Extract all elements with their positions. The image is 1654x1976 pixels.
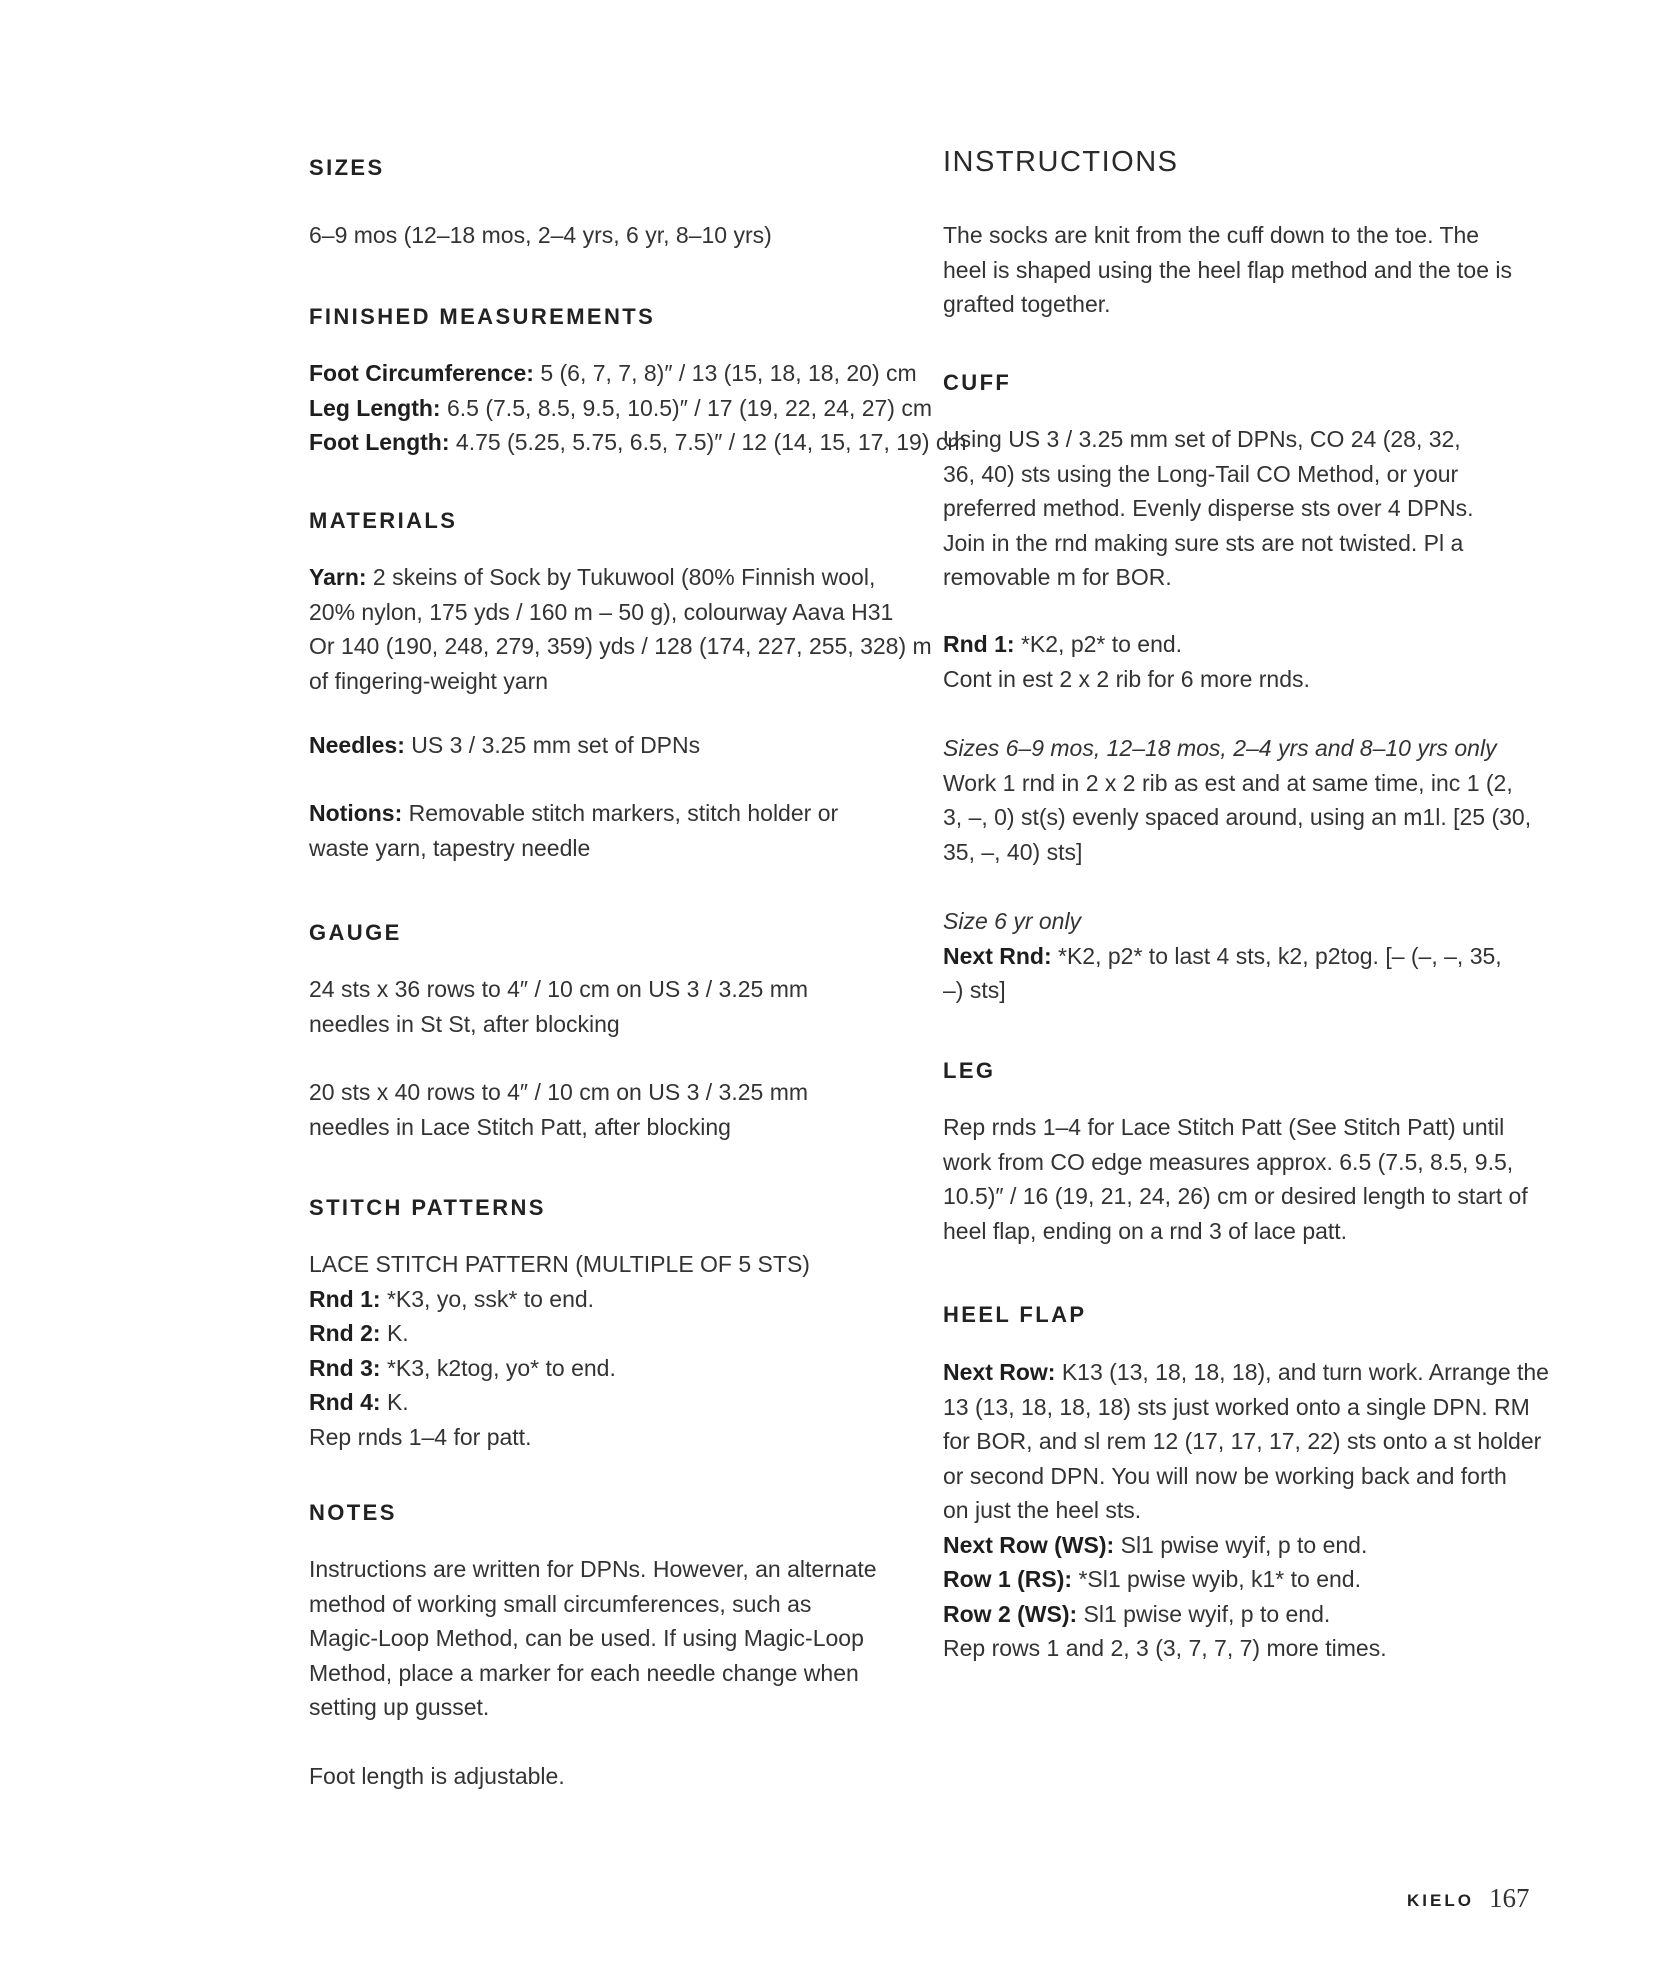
footer-pattern-name: KIELO (1407, 1891, 1474, 1910)
yarn-line: of fingering-weight yarn (309, 667, 549, 694)
intro-line: grafted together. (943, 291, 1111, 317)
label: Rnd 2: (309, 1320, 381, 1346)
notions-line (309, 796, 838, 831)
rnd-line (309, 1385, 810, 1420)
heel-line (943, 1597, 1549, 1632)
rep-line: Rep rnds 1–4 for patt. (309, 1423, 532, 1450)
label: Rnd 1: (943, 631, 1015, 657)
notes-line: setting up gusset. (309, 1694, 490, 1720)
value: K. (380, 1320, 409, 1346)
gauge-line: needles in Lace Stitch Patt, after blocking (309, 1113, 731, 1140)
value: 5 (6, 7, 7, 8)″ / 13 (15, 18, 18, 20) cm (533, 360, 917, 386)
page-number: 167 (1489, 1883, 1530, 1913)
notes-line: Foot length is adjustable. (309, 1763, 565, 1789)
heel-line: on just the heel sts. (943, 1497, 1142, 1523)
value: Sl1 pwise wyif, p to end. (1077, 1600, 1331, 1627)
sizes-line: Work 1 rnd in 2 x 2 rib as est and at same time, inc 1 (2, (943, 769, 1513, 796)
leg-line: heel flap, ending on a rnd 3 of lace patt. (943, 1217, 1348, 1244)
stitch-patterns-heading: STITCH PATTERNS (309, 1195, 546, 1220)
leg-length-line (309, 391, 967, 426)
label: Rnd 1: (309, 1285, 381, 1312)
value: *K3, yo, ssk* to end. (380, 1285, 595, 1312)
sizes-text (309, 218, 772, 253)
notes-heading: NOTES (309, 1500, 397, 1525)
label: Next Row (WS): (943, 1531, 1115, 1558)
rnd-line (943, 627, 1310, 662)
label: Next Row: (943, 1359, 1056, 1385)
cuff-heading: CUFF (943, 370, 1012, 395)
cuff-size-6 (943, 904, 1502, 1008)
leg-heading: LEG (943, 1058, 996, 1083)
value: *K2, p2* to last 4 sts, k2, p2tog. [– (–, –, 35, (1051, 942, 1502, 969)
rnd-line (309, 1282, 810, 1317)
gauge-line: 20 sts x 40 rows to 4″ / 10 cm on US 3 / 3.25 mm (309, 1079, 809, 1105)
foot-circumference-line (309, 356, 967, 391)
instructions-title: INSTRUCTIONS (943, 146, 1179, 178)
label: Rnd 3: (309, 1354, 381, 1381)
heel-flap-heading: HEEL FLAP (943, 1302, 1087, 1327)
cont-line: Cont in est 2 x 2 rib for 6 more rnds. (943, 665, 1310, 692)
gauge-line: needles in St St, after blocking (309, 1010, 620, 1037)
value: Removable stitch markers, stitch holder or (402, 800, 839, 826)
value: Sl1 pwise wyif, p to end. (1114, 1531, 1368, 1558)
cuff-line: Join in the rnd making sure sts are not twisted. Pl a (943, 529, 1464, 556)
heel-flap-paragraph (943, 1355, 1549, 1666)
cuff-sizes-instructions (943, 731, 1531, 869)
lace-stitch-pattern (309, 1247, 810, 1454)
foot-length-line (309, 425, 967, 460)
rnd-line (309, 1316, 810, 1351)
cuff-line: removable m for BOR. (943, 564, 1172, 590)
yarn-line: 20% nylon, 175 yds / 160 m – 50 g), colourway Aava H31 (309, 598, 894, 625)
heel-line (943, 1528, 1549, 1563)
label: Row 1 (RS): (943, 1566, 1073, 1592)
label: Needles: (309, 732, 405, 758)
value: US 3 / 3.25 mm set of DPNs (404, 732, 701, 758)
size6-italic-line: Size 6 yr only (943, 908, 1082, 934)
intro-line: heel is shaped using the heel flap method and the toe is (943, 256, 1513, 283)
notes-line: method of working small circumferences, such as (309, 1590, 812, 1617)
foot-length-note (309, 1759, 565, 1794)
gauge-st-st (309, 972, 808, 1041)
leg-line: 10.5)″ / 16 (19, 21, 24, 26) cm or desired length to start of (943, 1183, 1528, 1209)
heel-line (943, 1562, 1549, 1597)
sizes-line: 6–9 mos (12–18 mos, 2–4 yrs, 6 yr, 8–10 yrs) (309, 222, 772, 248)
value: 6.5 (7.5, 8.5, 9.5, 10.5)″ / 17 (19, 22, 24, 27) cm (440, 394, 933, 421)
cuff-line: Using US 3 / 3.25 mm set of DPNs, CO 24 (28, 32, (943, 426, 1461, 452)
materials-heading: MATERIALS (309, 508, 458, 533)
instructions-intro (943, 218, 1512, 322)
finished-measurements-heading: FINISHED MEASUREMENTS (309, 304, 656, 329)
label: Yarn: (309, 564, 367, 590)
value: K. (380, 1389, 409, 1415)
cuff-line: 36, 40) sts using the Long-Tail CO Method, or your (943, 460, 1459, 487)
value: *K2, p2* to end. (1014, 631, 1183, 657)
label: Notions: (309, 800, 403, 826)
label: Rnd 4: (309, 1389, 381, 1415)
intro-line: The socks are knit from the cuff down to the toe. The (943, 222, 1480, 248)
notes-line: Magic-Loop Method, can be used. If using Magic-Loop (309, 1625, 864, 1651)
value: 4.75 (5.25, 5.75, 6.5, 7.5)″ / 12 (14, 15, 17, 19) cm (449, 429, 967, 455)
needles-line (309, 728, 700, 763)
notes-line: Method, place a marker for each needle change when (309, 1659, 859, 1686)
heel-line (943, 1355, 1549, 1390)
notes-paragraph (309, 1552, 877, 1725)
yarn-line: Or 140 (190, 248, 279, 359) yds / 128 (174, 227, 255, 328) m (309, 633, 932, 659)
rnd-line (309, 1351, 810, 1386)
sizes-line: 35, –, 40) sts] (943, 838, 1083, 865)
value: K13 (13, 18, 18, 18), and turn work. Arrange the (1055, 1359, 1549, 1385)
next-rnd-line: –) sts] (943, 977, 1006, 1003)
label: Foot Length: (309, 429, 450, 455)
heel-line: Rep rows 1 and 2, 3 (3, 7, 7, 7) more times. (943, 1635, 1387, 1661)
label: Leg Length: (309, 394, 441, 421)
yarn-paragraph (309, 560, 932, 698)
value: *K3, k2tog, yo* to end. (380, 1354, 616, 1381)
heel-line: or second DPN. You will now be working back and forth (943, 1462, 1507, 1489)
cuff-rib (943, 627, 1310, 696)
sizes-line: 3, –, 0) st(s) evenly spaced around, using an m1l. [25 (30, (943, 804, 1532, 830)
notions-paragraph (309, 796, 838, 865)
gauge-heading: GAUGE (309, 920, 402, 945)
notes-line: Instructions are written for DPNs. However, an alternate (309, 1556, 877, 1582)
lace-pattern-subheading: LACE STITCH PATTERN (MULTIPLE OF 5 STS) (309, 1251, 810, 1277)
heel-line: for BOR, and sl rem 12 (17, 17, 17, 22) sts onto a st holder (943, 1428, 1542, 1454)
sizes-italic-line: Sizes 6–9 mos, 12–18 mos, 2–4 yrs and 8–10 yrs only (943, 735, 1497, 761)
heel-line: 13 (13, 18, 18, 18) sts just worked onto a single DPN. RM (943, 1393, 1530, 1420)
leg-line: Rep rnds 1–4 for Lace Stitch Patt (See Stitch Patt) until (943, 1114, 1505, 1140)
gauge-line: 24 sts x 36 rows to 4″ / 10 cm on US 3 / 3.25 mm (309, 976, 809, 1002)
gauge-lace (309, 1075, 808, 1144)
yarn-line (309, 560, 932, 595)
finished-measurements-text (309, 356, 967, 460)
next-rnd-line (943, 939, 1502, 974)
notions-line: waste yarn, tapestry needle (309, 834, 591, 861)
label: Next Rnd: (943, 942, 1052, 969)
value: 2 skeins of Sock by Tukuwool (80% Finnish wool, (366, 564, 876, 590)
leg-line: work from CO edge measures approx. 6.5 (7.5, 8.5, 9.5, (943, 1148, 1514, 1175)
cuff-line: preferred method. Evenly disperse sts over 4 DPNs. (943, 495, 1474, 521)
leg-paragraph (943, 1110, 1528, 1248)
sizes-heading: SIZES (309, 155, 385, 180)
cuff-cast-on (943, 422, 1474, 595)
label: Row 2 (WS): (943, 1600, 1078, 1627)
needles-paragraph (309, 728, 700, 763)
label: Foot Circumference: (309, 360, 534, 386)
value: *Sl1 pwise wyib, k1* to end. (1072, 1566, 1361, 1592)
